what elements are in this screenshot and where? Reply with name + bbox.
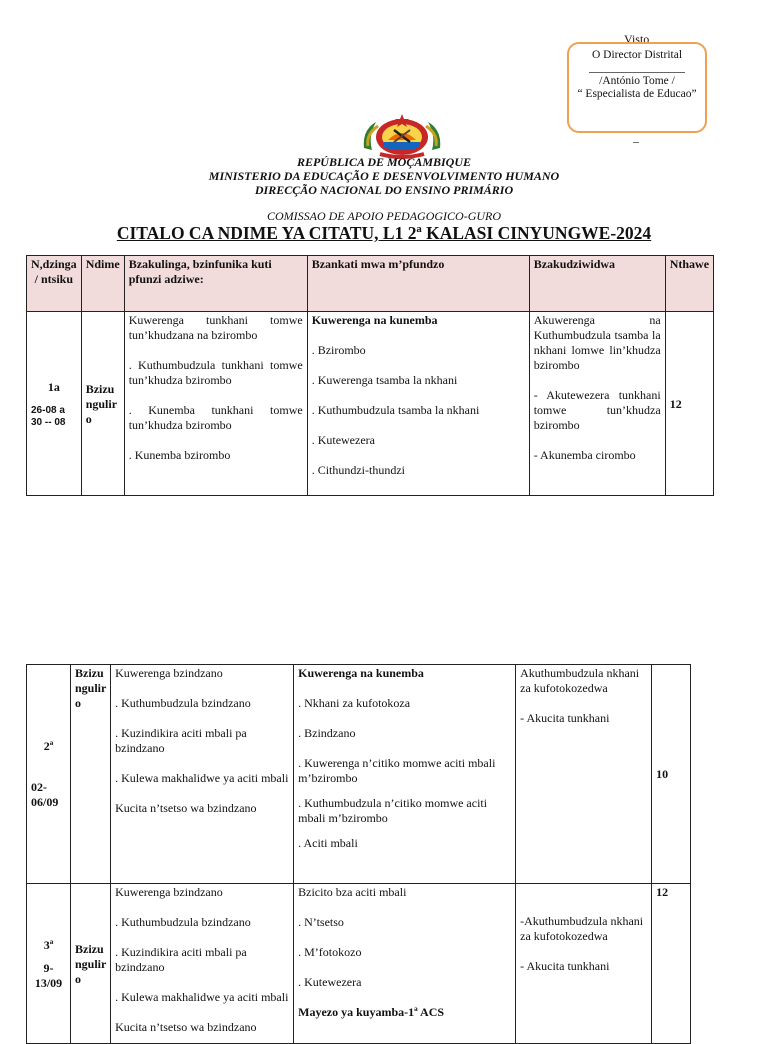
objective-item: . Kulewa makhalidwe ya aciti mbali — [115, 771, 289, 785]
week-dates: 26-08 a 30 -- 08 — [31, 404, 66, 428]
content-item: . N’tsetso — [298, 915, 344, 929]
contents-cell — [294, 665, 516, 884]
col-header-week: N,dzinga / ntsiku — [27, 256, 82, 312]
col-header-skills: Bzakudziwidwa — [529, 256, 665, 312]
content-item: . Kuthumbudzula tsamba la nkhani — [311, 403, 480, 417]
skill-item: Akuwerenga na Kuthumbudzula tsamba la nkhani lomwe lin’khudza bzirombo — [533, 313, 661, 372]
skills-cell — [516, 884, 652, 1044]
objective-item: Kuwerenga bzindzano — [115, 666, 223, 680]
objectives-cell — [124, 312, 307, 496]
skill-item: - Akutewezera tunkhani tomwe tun’khudza bzirombo — [533, 388, 661, 432]
content-item: . M’fotokozo — [298, 945, 362, 959]
hours-cell: 12 — [665, 312, 713, 496]
lesson-plan-table-2 — [26, 664, 691, 1044]
skill-item: - Akunemba cirombo — [533, 448, 636, 462]
table-row — [27, 312, 714, 496]
contents-heading: Kuwerenga na kunemba — [298, 666, 424, 680]
institution-header — [0, 155, 768, 197]
signature-line — [589, 72, 685, 73]
contents-cell — [294, 884, 516, 1044]
col-header-objectives: Bzakulinga, bzinfunika kuti pfunzi adziwe: — [124, 256, 307, 312]
col-header-contents: Bzankati mwa m’pfundzo — [307, 256, 529, 312]
skill-item: -Akuthumbudzula nkhani za kufotokozedwa — [520, 914, 644, 943]
direction-line: DIRECÇÃO NACIONAL DO ENSINO PRIMÁRIO — [254, 183, 514, 197]
objective-item: Kucita n’tsetso wa bzindzano — [115, 1020, 257, 1034]
objective-item: . Kuthumbudzula tunkhani tomwe tun’khudza bzirombo — [128, 358, 303, 387]
contents-footer: Mayezo ya kuyamba-1ª ACS — [298, 1005, 445, 1019]
content-item: . Kutewezera — [298, 975, 362, 989]
content-item: . Kuwerenga n’citiko momwe aciti mbali m’bzirombo — [298, 756, 496, 785]
content-item: . Cithundzi-thundzi — [311, 463, 406, 477]
objectives-cell — [111, 884, 294, 1044]
unit-cell: Bzizu ngulir o — [81, 312, 124, 496]
hours-cell: 10 — [652, 665, 691, 884]
objective-item: Kucita n’tsetso wa bzindzano — [115, 801, 257, 815]
objective-item: . Kunemba bzirombo — [128, 448, 231, 462]
skill-item: Akuthumbudzula nkhani za kufotokozedwa — [520, 666, 640, 695]
page-title: CITALO CA NDIME YA CITATU, L1 2ª KALASI CINYUNGWE-2024 — [116, 223, 652, 243]
col-header-hours: Nthawe — [665, 256, 713, 312]
content-item: . Bzindzano — [298, 726, 356, 740]
content-item: . Kuwerenga tsamba la nkhani — [311, 373, 458, 387]
signatory-name: /António Tome / — [599, 75, 675, 87]
republic-line: REPÚBLICA DE MOÇAMBIQUE — [296, 155, 472, 169]
ministry-line: MINISTERIO DA EDUCAÇÃO E DESENVOLVIMENTO HUMANO — [208, 169, 560, 183]
week-number: 2ª — [43, 739, 54, 753]
content-item: . Kutewezera — [311, 433, 375, 447]
objective-item: . Kunemba tunkhani tomwe tun’khudza bzirombo — [128, 403, 303, 432]
objective-item: . Kuthumbudzula bzindzano — [115, 915, 251, 929]
objective-item: . Kuzindikira aciti mbali pa bzindzano — [115, 726, 247, 755]
unit-cell: Bzizu ngulir o — [71, 884, 111, 1044]
week-number: 3ª — [43, 937, 54, 952]
contents-heading: Kuwerenga na kunemba — [311, 313, 438, 327]
objective-item: . Kuzindikira aciti mbali pa bzindzano — [115, 945, 247, 974]
objective-item: . Kulewa makhalidwe ya aciti mbali — [115, 990, 289, 1004]
objective-item: Kuwerenga tunkhani tomwe tun’khudzana na bzirombo — [128, 313, 303, 342]
skill-item: - Akucita tunkhani — [520, 959, 610, 973]
hours-cell: 12 — [652, 884, 691, 1044]
content-item: . Bzirombo — [311, 343, 366, 357]
col-header-unit: Ndime — [81, 256, 124, 312]
signatory-role: “ Especialista de Educao” — [577, 88, 697, 100]
week-cell — [27, 884, 71, 1044]
week-dates: 9-13/09 — [34, 960, 63, 990]
stamp-dash: – — [633, 134, 639, 148]
director-label: O Director Distrital — [591, 49, 683, 61]
objectives-cell — [111, 665, 294, 884]
skills-cell — [516, 665, 652, 884]
content-item: . Nkhani za kufotokoza — [298, 696, 411, 710]
week-dates: 02-06/09 — [31, 780, 59, 809]
skills-cell — [529, 312, 665, 496]
table-row — [27, 884, 691, 1044]
skill-item: - Akucita tunkhani — [520, 711, 610, 725]
week-cell — [27, 665, 71, 884]
content-item: . Aciti mbali — [298, 836, 358, 850]
national-emblem-icon — [358, 112, 446, 160]
week-cell — [27, 312, 82, 496]
table-row — [27, 665, 691, 884]
unit-cell: Bzizu ngulir o — [71, 665, 111, 884]
objective-item: Kuwerenga bzindzano — [115, 885, 223, 899]
visto-label: Visto — [624, 32, 650, 46]
objective-item: . Kuthumbudzula bzindzano — [115, 696, 251, 710]
week-number: 1a — [47, 379, 60, 394]
signature-stamp — [567, 42, 707, 133]
commission-line: COMISSAO DE APOIO PEDAGOGICO-GURO — [266, 209, 502, 223]
content-item: . Kuthumbudzula n’citiko momwe aciti mbali m’bzirombo — [298, 796, 488, 825]
table-header-row — [27, 256, 714, 312]
lesson-plan-table-1 — [26, 255, 714, 496]
contents-cell — [307, 312, 529, 496]
contents-heading: Bzicito bza aciti mbali — [298, 885, 407, 899]
